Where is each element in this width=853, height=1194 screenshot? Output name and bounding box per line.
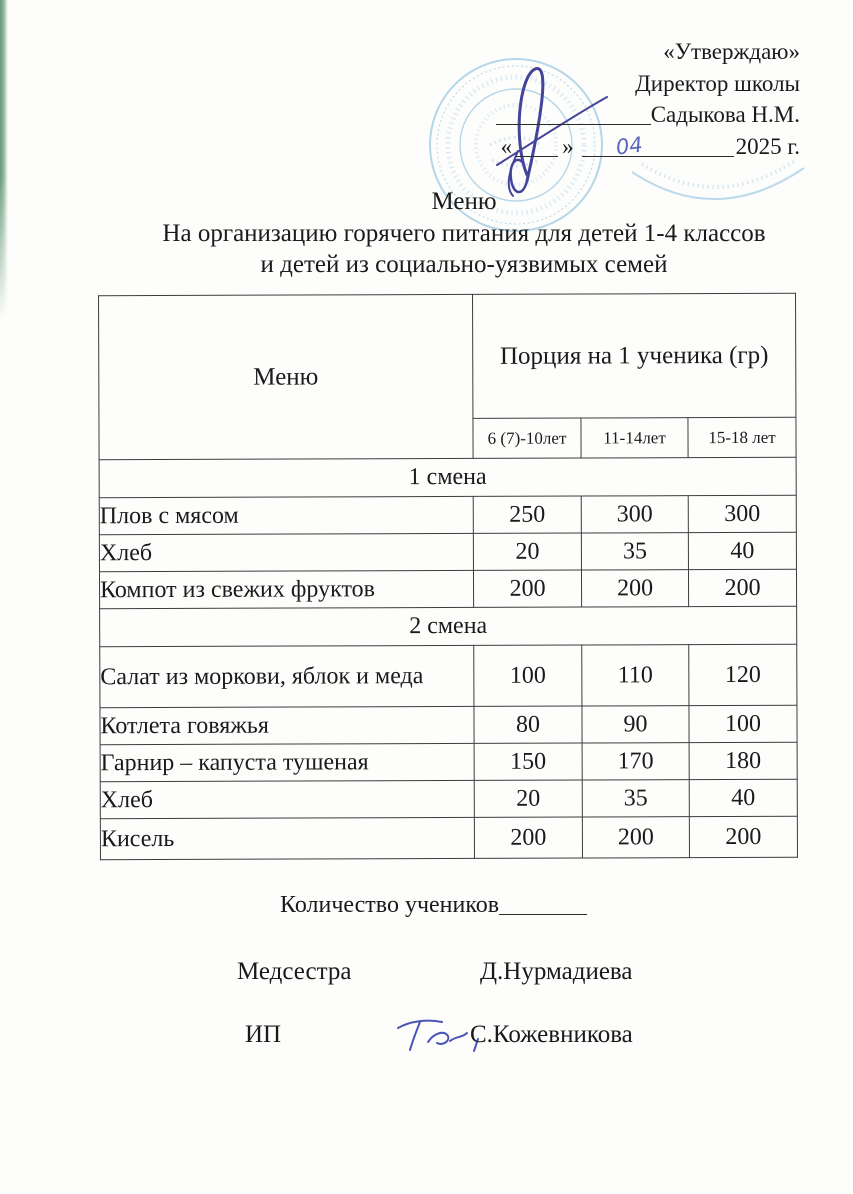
- title-line-2: На организацию горячего питания для детей 1-4 классов: [162, 219, 766, 247]
- portion-header: Порция на 1 ученика (гр): [473, 293, 796, 418]
- portion-value: 300: [688, 495, 796, 532]
- portion-value: 40: [689, 779, 797, 816]
- portion-value: 150: [474, 743, 582, 780]
- portion-value: 120: [689, 644, 797, 705]
- nurse-name: Д.Нурмадиева: [480, 958, 633, 985]
- dish-name: Компот из свежих фруктов: [99, 570, 473, 608]
- portion-value: 200: [689, 816, 797, 857]
- portion-value: 200: [474, 817, 582, 858]
- age-group-header-1: 6 (7)-10лет: [473, 418, 581, 458]
- portion-value: 40: [688, 532, 796, 569]
- students-count-blank: [499, 891, 587, 915]
- portion-value: 250: [473, 496, 581, 533]
- director-name: Садыкова Н.М.: [650, 102, 800, 127]
- menu-table: [98, 293, 798, 860]
- portion-value: 100: [689, 705, 797, 742]
- approval-block: [496, 36, 800, 162]
- age-group-header-3: 15-18 лет: [688, 417, 796, 457]
- portion-value: 35: [582, 780, 689, 817]
- approve-label: «Утверждаю»: [663, 39, 800, 64]
- dish-name: Плов с мясом: [99, 496, 473, 534]
- dish-name: Гарнир – капуста тушеная: [100, 743, 474, 781]
- students-count-label: Количество учеников: [280, 891, 500, 918]
- nurse-label: Медсестра: [237, 958, 352, 985]
- dish-name: Хлеб: [99, 533, 473, 571]
- section-header-shift-1: 1 смена: [99, 457, 796, 497]
- title-line-1: Меню: [431, 188, 497, 215]
- portion-value: 180: [689, 742, 797, 779]
- portion-value: 200: [473, 570, 581, 607]
- table-row: [100, 742, 797, 781]
- section-header-shift-2: 2 смена: [100, 606, 797, 646]
- portion-value: 20: [474, 780, 582, 817]
- scan-edge-artifact: [0, 0, 8, 320]
- handwritten-month: 04: [614, 132, 644, 160]
- quote-close: »: [562, 133, 574, 159]
- dish-name: Котлета говяжья: [100, 706, 474, 744]
- portion-value: 110: [582, 645, 689, 706]
- dish-name: Салат из моркови, яблок и меда: [100, 645, 474, 707]
- table-row: [100, 816, 797, 859]
- portion-value: 90: [582, 706, 689, 743]
- table-row: [99, 532, 796, 571]
- dish-name: Хлеб: [100, 780, 474, 818]
- portion-value: 200: [581, 570, 688, 607]
- table-row: [100, 644, 797, 707]
- signature-blank-line: [496, 102, 651, 125]
- table-row: [99, 495, 796, 534]
- portion-value: 200: [582, 817, 689, 858]
- director-role: Директор школы: [635, 70, 800, 96]
- portion-value: 20: [473, 533, 581, 570]
- month-blank-line: [582, 132, 734, 160]
- ip-name: С.Кожевникова: [470, 1021, 633, 1048]
- dish-name: Кисель: [100, 817, 474, 859]
- portion-value: 80: [474, 706, 582, 743]
- quote-open: «: [500, 133, 513, 159]
- portion-value: 200: [688, 569, 796, 606]
- document-title: [68, 186, 853, 281]
- table-row: [99, 569, 796, 608]
- portion-value: 300: [581, 496, 688, 533]
- portion-value: 35: [581, 533, 688, 570]
- year-label: 2025 г.: [735, 133, 800, 159]
- table-row: [100, 779, 797, 818]
- portion-value: 100: [474, 645, 582, 706]
- date-line: [496, 131, 800, 163]
- title-line-3: и детей из социально-уязвимых семей: [260, 251, 668, 278]
- ip-label: ИП: [245, 1021, 282, 1048]
- day-blank-line: [516, 134, 558, 157]
- table-row: [100, 705, 797, 744]
- students-count-line: [280, 891, 587, 919]
- portion-value: 170: [582, 743, 689, 780]
- director-name-line: [496, 99, 800, 131]
- age-group-header-2: 11-14лет: [581, 418, 688, 458]
- menu-column-header: Меню: [99, 294, 474, 459]
